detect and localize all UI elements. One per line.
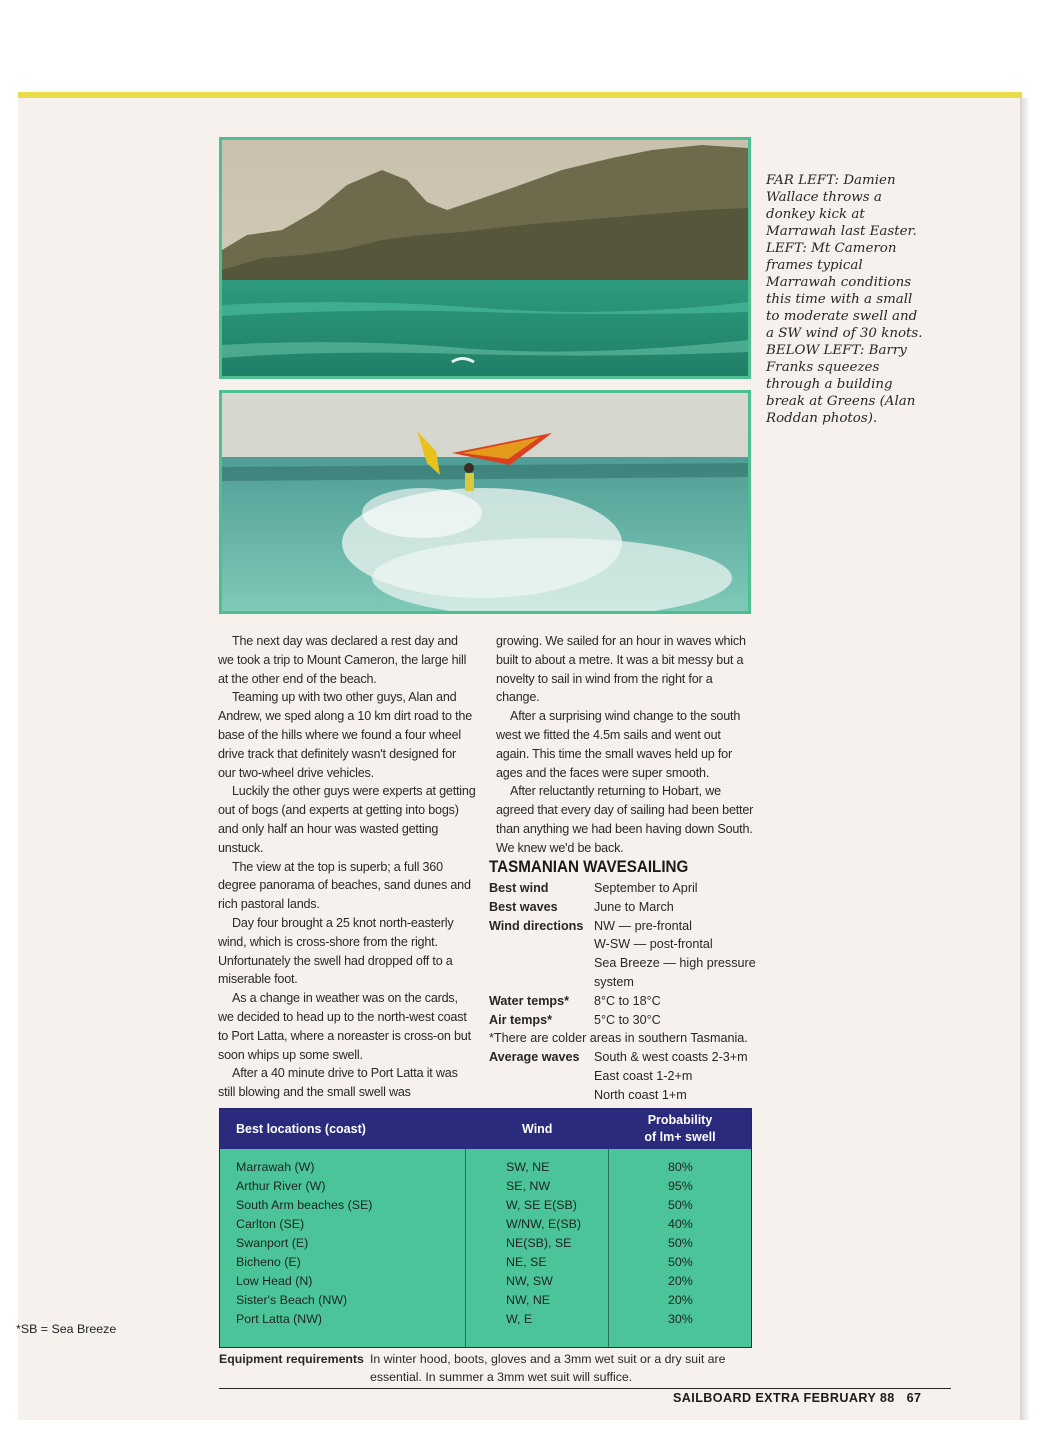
- caption-line: Wallace throws a: [766, 190, 882, 205]
- paragraph: After reluctantly returning to Hobart, we agreed that every day of sailing had been better than anything we had been having down South. We knew we'd be back.: [496, 784, 754, 855]
- page-footer: [673, 1391, 921, 1405]
- paragraph: After a surprising wind change to the south west we fitted the 4.5m sails and went out again. This time the small waves held up for ages and the faces were super smooth.: [496, 709, 741, 780]
- fact-label: Average waves: [489, 1050, 580, 1065]
- caption-line: BELOW LEFT: Barry: [766, 343, 907, 358]
- paragraph: As a change in weather was on the cards, we decided to head up to the north-west coast to Port Latta, where a noreaster is cross-on but soon whips up some swell.: [218, 991, 471, 1062]
- fact-value: 8°C to 18°C: [594, 993, 661, 1008]
- paragraph: growing. We sailed for an hour in waves which built to about a metre. It was a bit messy but a novelty to sail in wind from the right for a change.: [496, 634, 746, 705]
- cell-wind: NW, NE: [506, 1293, 551, 1307]
- cell-wind: W/NW, E(SB): [506, 1217, 582, 1231]
- cell-probability: 50%: [668, 1255, 693, 1269]
- table-row: [220, 1177, 751, 1196]
- paragraph: The view at the top is superb; a full 360 degree panorama of beaches, sand dunes and rich pastoral lands.: [218, 859, 471, 912]
- cell-wind: W, E: [506, 1312, 533, 1326]
- table-row: [220, 1196, 751, 1215]
- fact-value: North coast 1+m: [594, 1087, 687, 1102]
- column-header-wind: Wind: [522, 1122, 553, 1136]
- cell-wind: NE, SE: [506, 1255, 547, 1269]
- caption-line: LEFT: Mt Cameron: [766, 241, 897, 256]
- table-row: [220, 1158, 751, 1177]
- wavesailing-facts: [489, 856, 779, 1105]
- cell-location: Sister's Beach (NW): [236, 1293, 348, 1307]
- paragraph: The next day was declared a rest day and we took a trip to Mount Cameron, the large hill at the other end of the beach.: [218, 634, 467, 686]
- facts-heading: TASMANIAN WAVESAILING: [489, 858, 689, 876]
- cell-location: South Arm beaches (SE): [236, 1198, 373, 1212]
- fact-average-waves: [489, 1048, 779, 1104]
- caption-line: through a building: [766, 377, 893, 392]
- table-row: [220, 1215, 751, 1234]
- fact-best-waves: [489, 898, 779, 917]
- cell-probability: 20%: [668, 1274, 693, 1288]
- paragraph: After a 40 minute drive to Port Latta it was still blowing and the small swell was: [218, 1066, 458, 1100]
- column-header-location: Best locations (coast): [236, 1122, 366, 1136]
- fact-value: Sea Breeze — high pressure: [594, 956, 756, 971]
- caption-line: a SW wind of 30 knots.: [766, 326, 923, 341]
- fact-value: South & west coasts 2-3+m: [594, 1050, 748, 1065]
- cell-probability: 95%: [668, 1179, 693, 1193]
- article-column-1: [218, 632, 476, 1102]
- cell-probability: 20%: [668, 1293, 693, 1307]
- cell-wind: NE(SB), SE: [506, 1236, 572, 1250]
- caption-line: break at Greens (Alan: [766, 394, 916, 409]
- paragraph: Luckily the other guys were experts at getting out of bogs (and experts at getting into bogs) and only half an hour was wasted getting unstuck.: [218, 784, 476, 855]
- cell-probability: 30%: [668, 1312, 693, 1326]
- table-row: [220, 1234, 751, 1253]
- fact-value: system: [594, 974, 634, 989]
- caption-line: Marrawah conditions: [766, 275, 912, 290]
- table-body: [220, 1149, 751, 1347]
- photo-windsurfer-jump: [219, 390, 751, 614]
- table-note: *SB = Sea Breeze: [16, 1322, 117, 1336]
- fact-value: W-SW — post-frontal: [594, 937, 713, 952]
- cell-probability: 50%: [668, 1198, 693, 1212]
- paragraph: Teaming up with two other guys, Alan and Andrew, we sped along a 10 km dirt road to the base of the hills where we found a four wheel drive track that definitely wasn't designed for our two-wheel drive vehicles.: [218, 690, 473, 780]
- cell-wind: W, SE E(SB): [506, 1198, 577, 1212]
- caption-line: frames typical: [766, 258, 863, 273]
- page-number: 67: [906, 1391, 922, 1405]
- fact-value: June to March: [594, 899, 674, 914]
- locations-table: [219, 1108, 752, 1348]
- fact-best-wind: [489, 879, 779, 898]
- caption-line: this time with a small: [766, 292, 913, 307]
- cell-wind: NW, SW: [506, 1274, 553, 1288]
- photo-mt-cameron: [219, 137, 751, 379]
- cell-probability: 40%: [668, 1217, 693, 1231]
- cell-location: Carlton (SE): [236, 1217, 305, 1231]
- caption-line: to moderate swell and: [766, 309, 918, 324]
- fact-value: NW — pre-frontal: [594, 918, 692, 933]
- fact-value-list: [594, 917, 779, 992]
- table-header: [220, 1109, 751, 1149]
- caption-line: Marrawah last Easter.: [766, 224, 917, 239]
- fact-air-temps: [489, 1011, 779, 1030]
- cell-probability: 80%: [668, 1160, 693, 1174]
- caption-line: Roddan photos).: [766, 411, 878, 426]
- column-divider: [608, 1149, 609, 1347]
- cell-wind: SW, NE: [506, 1160, 550, 1174]
- fact-value: September to April: [594, 881, 698, 895]
- article-column-2: [496, 632, 754, 858]
- fact-value-list: [594, 1048, 779, 1104]
- caption-line: FAR LEFT: Damien: [766, 173, 896, 188]
- table-row: [220, 1310, 751, 1329]
- cell-probability: 50%: [668, 1236, 693, 1250]
- page-edge-shadow: [1020, 98, 1030, 1420]
- fact-label: Best waves: [489, 899, 558, 914]
- cell-location: Swanport (E): [236, 1236, 309, 1250]
- caption-line: donkey kick at: [766, 207, 865, 222]
- cell-location: Marrawah (W): [236, 1160, 315, 1174]
- table-row: [220, 1291, 751, 1310]
- fact-label: Water temps*: [489, 993, 570, 1008]
- cell-location: Low Head (N): [236, 1274, 313, 1288]
- photo-caption: [766, 172, 946, 427]
- cell-location: Arthur River (W): [236, 1179, 326, 1193]
- fact-note: *There are colder areas in southern Tasmania.: [489, 1031, 748, 1046]
- fact-value: East coast 1-2+m: [594, 1068, 693, 1083]
- equipment-label: Equipment requirements: [219, 1352, 364, 1366]
- fact-wind-directions: [489, 917, 779, 992]
- caption-line: Franks squeezes: [766, 360, 880, 375]
- footer-rule: [219, 1388, 951, 1389]
- table-row: [220, 1253, 751, 1272]
- table-row: [220, 1272, 751, 1291]
- equipment-text: In winter hood, boots, gloves and a 3mm wet suit or a dry suit are essential. In summer a 3mm wet suit will suffice.: [370, 1352, 726, 1384]
- fact-value: 5°C to 30°C: [594, 1012, 661, 1027]
- paragraph: Day four brought a 25 knot north-easterly wind, which is cross-shore from the right. Unfortunately the swell had dropped off to a miserable foot.: [218, 915, 454, 987]
- cell-location: Port Latta (NW): [236, 1312, 323, 1326]
- column-divider: [465, 1149, 466, 1347]
- column-header-probability: Probability of lm+ swell: [644, 1113, 716, 1144]
- fact-label: Best wind: [489, 881, 549, 895]
- cell-location: Bicheno (E): [236, 1255, 301, 1269]
- fact-label: Wind directions: [489, 918, 584, 933]
- publication-name: SAILBOARD EXTRA FEBRUARY 88: [673, 1391, 895, 1405]
- cell-wind: SE, NW: [506, 1179, 551, 1193]
- fact-label: Air temps*: [489, 1012, 552, 1027]
- fact-water-temps: [489, 992, 779, 1011]
